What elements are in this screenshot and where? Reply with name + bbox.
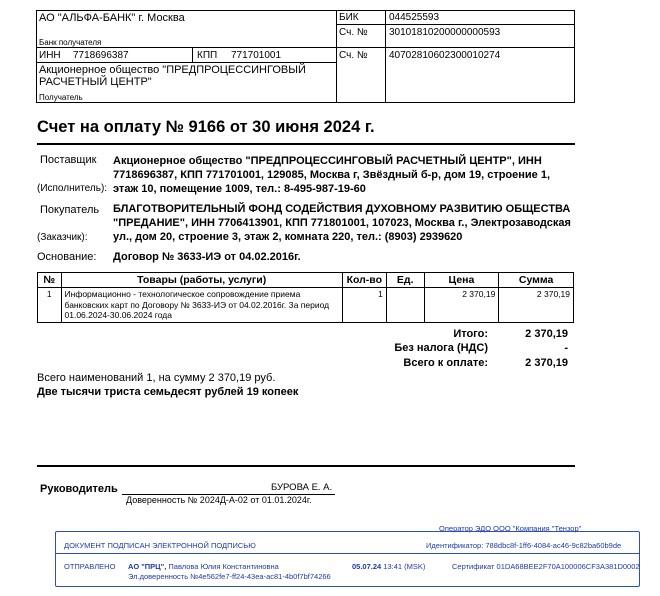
edo-operator: Оператор ЭДО ООО "Компания "Тензор" (439, 524, 582, 533)
col-sum: Сумма (499, 273, 574, 288)
col-number: № (38, 273, 62, 288)
buyer-label: Покупатель (40, 204, 100, 216)
summary-divider (37, 465, 575, 467)
row-qty: 1 (342, 288, 386, 323)
corr-acc-label-cell (336, 24, 386, 48)
edo-org: АО "ПРЦ", (128, 562, 167, 571)
table-row (38, 288, 574, 323)
row-unit (386, 288, 424, 323)
edo-id-label: Идентификатор: (426, 541, 484, 550)
edo-sent-label: ОТПРАВЛЕНО (64, 562, 116, 571)
edo-person: Павлова Юлия Константиновна (168, 562, 279, 571)
items-count-line: Всего наименований 1, на сумму 2 370,19 руб. (37, 372, 276, 384)
buyer-sublabel: (Заказчик): (37, 232, 88, 243)
row-sum: 2 370,19 (499, 288, 574, 323)
bik-label: БИК (339, 12, 359, 23)
buyer-line3: ул., дом 20, строение 3, этаж 2, комната 220, тел.: (8903) 2939620 (113, 231, 463, 243)
signatory-name: БУРОВА Е. А. (271, 482, 333, 493)
edo-time: 13:41 (MSK) (383, 562, 426, 571)
bik-label-cell (336, 10, 386, 25)
basis-label: Основание: (37, 251, 97, 263)
topay-value: 2 370,19 (525, 357, 568, 369)
bik-value-cell (385, 10, 575, 25)
row-price: 2 370,19 (424, 288, 499, 323)
supplier-details (113, 154, 550, 196)
supplier-line2: 7718696387, КПП 771701001, 129085, Москва г, Звёздный б-р, дом 19, строение 1, (113, 169, 551, 181)
total-label: Итого: (453, 328, 488, 340)
supplier-line1: Акционерное общество "ПРЕДПРОЦЕССИНГОВЫЙ РАСЧЕТНЫЙ ЦЕНТР", ИНН (113, 155, 542, 167)
edo-stamp (55, 531, 640, 587)
signature-label: Руководитель (40, 483, 118, 495)
col-price: Цена (424, 273, 499, 288)
acc-value: 40702810602300010274 (389, 50, 501, 61)
basis-value: Договор № 3633-ИЭ от 04.02.2016г. (113, 251, 301, 263)
edo-datetime (352, 562, 425, 571)
col-goods: Товары (работы, услуги) (61, 273, 342, 288)
recipient-cell (36, 62, 337, 103)
invoice-title: Счет на оплату № 9166 от 30 июня 2024 г. (37, 118, 375, 136)
col-qty: Кол-во (342, 273, 386, 288)
inn-value: 7718696387 (73, 50, 129, 61)
edo-poa: Эл.доверенность №4e562fe7-ff24-43ea-ac81-4b0f7bf74266 (128, 572, 331, 581)
edo-id-value: 788dbc8f-1ff6-4084-ac46-9c82ba60b9de (485, 541, 622, 550)
edo-cert: Сертификат 01DA68BEE2F70A100006CF3A381D0002 (452, 562, 640, 571)
col-unit: Ед. (386, 273, 424, 288)
attorney-note: Доверенность № 2024Д-А-02 от 01.01.2024г. (126, 495, 312, 505)
payee-bank-label: Банк получателя (39, 38, 102, 47)
buyer-details (113, 202, 571, 244)
inn-label: ИНН (39, 50, 61, 61)
supplier-line3: этаж 10, помещение 1009, тел.: 8-495-987-19-60 (113, 183, 366, 195)
bank-name: АО "АЛЬФА-БАНК" г. Москва (39, 12, 185, 24)
edo-id (426, 541, 621, 550)
supplier-sublabel: (Исполнитель): (37, 183, 108, 194)
vat-label: Без налога (НДС) (394, 342, 488, 354)
recipient-line1: Акционерное общество "ПРЕДПРОЦЕССИНГОВЫЙ (39, 64, 306, 76)
edo-signed-label: ДОКУМЕНТ ПОДПИСАН ЭЛЕКТРОННОЙ ПОДПИСЬЮ (64, 541, 256, 550)
kpp-cell (192, 47, 337, 63)
corr-acc-value: 30101810200000000593 (389, 27, 501, 38)
corr-acc-label: Сч. № (339, 27, 368, 38)
acc-value-cell (385, 47, 575, 103)
title-divider (37, 143, 575, 145)
acc-label-cell (336, 47, 386, 103)
recipient-line2: РАСЧЕТНЫЙ ЦЕНТР" (39, 76, 152, 88)
items-table (37, 272, 574, 323)
inn-cell (36, 47, 193, 63)
edo-divider (56, 553, 639, 554)
row-number: 1 (38, 288, 62, 323)
total-value: 2 370,19 (525, 328, 568, 340)
row-name: Информационно - технологическое сопровождение приема банковских карт по Договору № 3633-ИЭ от 04.02.2016г. За период 01.06.2024-30.06.2024 года (61, 288, 342, 323)
bank-name-cell (36, 10, 337, 48)
kpp-label: КПП (197, 50, 218, 61)
vat-value: - (564, 342, 568, 354)
kpp-value: 771701001 (231, 50, 282, 61)
acc-label: Сч. № (339, 50, 368, 61)
topay-label: Всего к оплате: (403, 357, 488, 369)
edo-sender (128, 562, 279, 571)
recipient-label: Получатель (39, 93, 83, 102)
buyer-line2: "ПРЕДАНИЕ", ИНН 7706413901, КПП 771801001, 107023, Москва г., Электрозаводская (113, 217, 571, 229)
bik-value: 044525593 (389, 12, 440, 23)
supplier-label: Поставщик (40, 154, 97, 166)
edo-date: 05.07.24 (352, 562, 382, 571)
amount-in-words: Две тысячи триста семьдесят рублей 19 копеек (37, 386, 299, 398)
buyer-line1: БЛАГОТВОРИТЕЛЬНЫЙ ФОНД СОДЕЙСТВИЯ ДУХОВНОМУ РАЗВИТИЮ ОБЩЕСТВА (113, 203, 571, 215)
corr-acc-value-cell (385, 24, 575, 48)
table-header-row (38, 273, 574, 288)
